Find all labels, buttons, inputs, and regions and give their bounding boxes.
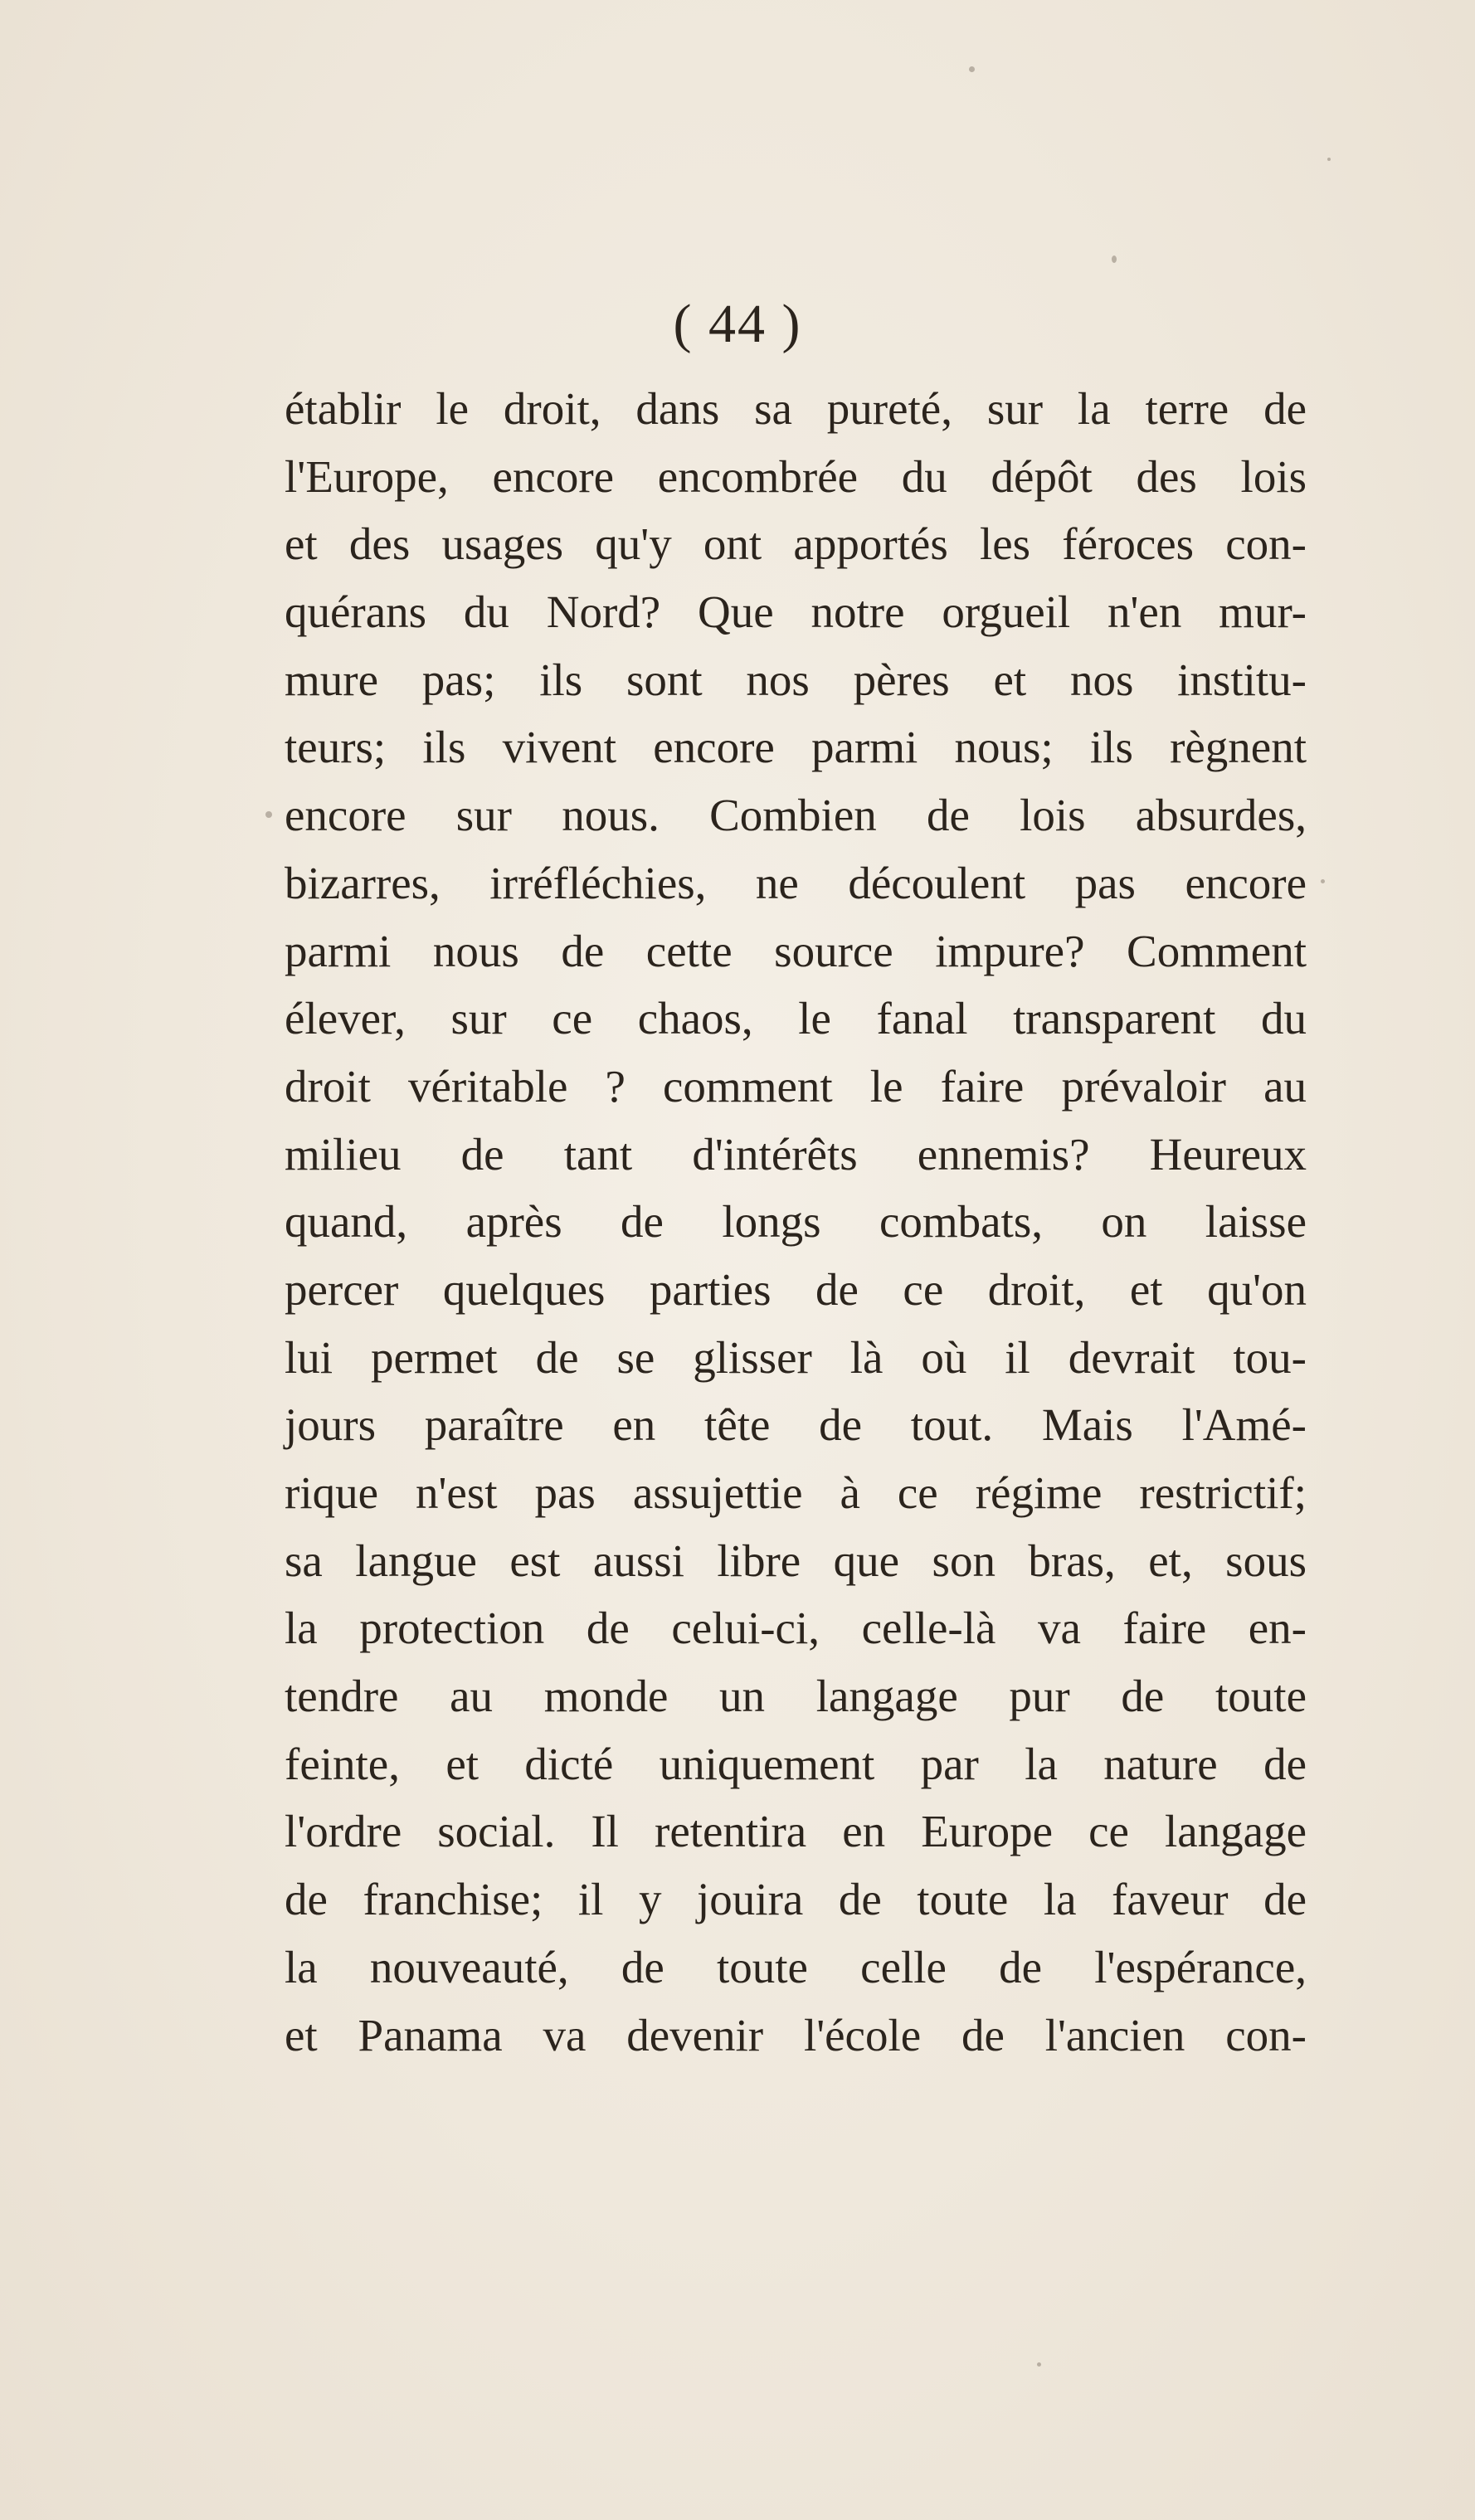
text-line: jours paraître en tête de tout. Mais l'Amé-	[285, 1399, 1307, 1451]
text-line: milieu de tant d'intérêts ennemis? Heureux	[285, 1128, 1307, 1180]
text-line: la protection de celui-ci, celle-là va faire en-	[285, 1603, 1307, 1654]
text-line: quérans du Nord? Que notre orgueil n'en mur-	[285, 586, 1307, 638]
text-line: feinte, et dicté uniquement par la nature de	[285, 1738, 1307, 1789]
text-line: établir le droit, dans sa pureté, sur la terre de	[285, 383, 1307, 434]
text-line: élever, sur ce chaos, le fanal transparent du	[285, 993, 1307, 1044]
paper-speck	[1112, 255, 1117, 263]
paper-speck	[969, 66, 975, 72]
text-line: sa langue est aussi libre que son bras, et, sous	[285, 1535, 1307, 1586]
text-line: teurs; ils vivent encore parmi nous; ils règnent	[285, 722, 1307, 773]
text-line: quand, après de longs combats, on laisse	[285, 1196, 1307, 1248]
paper-speck	[265, 811, 272, 818]
text-line: lui permet de se glisser là où il devrait tou-	[285, 1331, 1307, 1383]
text-line: l'Europe, encore encombrée du dépôt des lois	[285, 450, 1307, 502]
text-line: et Panama va devenir l'école de l'ancien con-	[285, 2009, 1307, 2060]
text-line: mure pas; ils sont nos pères et nos institu-	[285, 654, 1307, 705]
text-line: parmi nous de cette source impure? Comment	[285, 925, 1307, 976]
text-line: rique n'est pas assujettie à ce régime restrictif;	[285, 1467, 1307, 1518]
text-line: la nouveauté, de toute celle de l'espérance,	[285, 1941, 1307, 1992]
body-text	[285, 375, 1307, 2069]
text-line: de franchise; il y jouira de toute la faveur de	[285, 1874, 1307, 1925]
paper-speck	[1327, 158, 1331, 161]
paper-speck	[1321, 879, 1325, 883]
page-number: ( 44 )	[673, 294, 802, 354]
text-line: encore sur nous. Combien de lois absurdes,	[285, 790, 1307, 841]
text-line: percer quelques parties de ce droit, et qu'on	[285, 1263, 1307, 1315]
text-line: et des usages qu'y ont apportés les féroces con-	[285, 518, 1307, 570]
paper-speck	[1037, 2362, 1041, 2367]
text-line: droit véritable ? comment le faire prévaloir au	[285, 1060, 1307, 1112]
text-line: l'ordre social. Il retentira en Europe ce langage	[285, 1806, 1307, 1857]
text-line: tendre au monde un langage pur de toute	[285, 1671, 1307, 1722]
text-line: bizarres, irréfléchies, ne découlent pas encore	[285, 857, 1307, 908]
